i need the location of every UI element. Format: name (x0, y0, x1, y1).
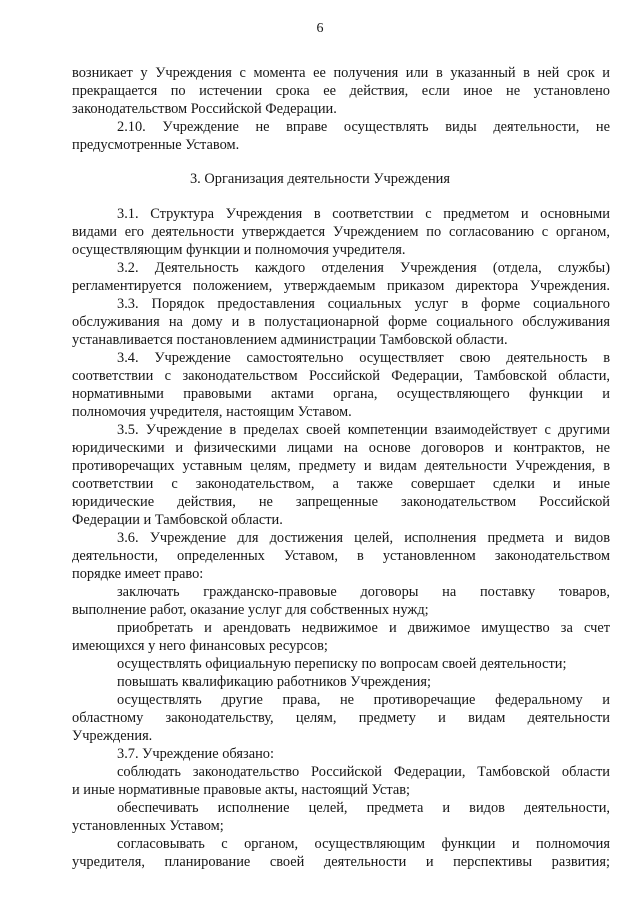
text-line: 3.4. Учреждение самостоятельно осуществляет свою деятельность в (117, 350, 610, 366)
text-line: Федерации и Тамбовской области. (72, 512, 283, 528)
text-line: заключать гражданско-правовые договоры на поставку товаров, (117, 584, 610, 600)
text-line: 3.2. Деятельность каждого отделения Учреждения (отдела, службы) (117, 260, 610, 276)
text-line: юридические действия, не запрещенные законодательством Российской (72, 494, 610, 510)
text-line: учредителя, планирование своей деятельности и перспективы развития; (72, 854, 610, 870)
text-line: осуществлять другие права, не противоречащие федеральному и (117, 692, 610, 708)
text-line: областному законодательству, целям, предмету и видам деятельности (72, 710, 610, 726)
text-line: имеющихся у него финансовых ресурсов; (72, 638, 328, 654)
text-line: предусмотренные Уставом. (72, 137, 240, 153)
text-line: выполнение работ, оказание услуг для собственных нужд; (72, 602, 429, 618)
text-line: соответствии с законодательством, а также совершает сделки и иные (72, 476, 610, 492)
text-line: установленных Уставом; (72, 818, 224, 834)
text-line: соответствии с законодательством Российской Федерации, Тамбовской области, (72, 368, 610, 384)
text-line: осуществлять официальную переписку по вопросам своей деятельности; (117, 656, 567, 672)
text-line: осуществляющим функции и полномочия учредителя. (72, 242, 406, 258)
text-line: порядке имеет право: (72, 566, 204, 582)
text-line: согласовывать с органом, осуществляющим функции и полномочия (117, 836, 610, 852)
text-line: 3.7. Учреждение обязано: (117, 746, 274, 762)
text-line: юридическими и физическими лицами на основе договоров и контрактов, не (72, 440, 610, 456)
text-line: деятельности, определенных Уставом, в установленном законодательством (72, 548, 610, 564)
text-line: устанавливается постановлением администрации Тамбовской области. (72, 332, 508, 348)
text-line: видами его деятельности утверждается Учреждением по согласованию с органом, (72, 224, 610, 240)
text-line: Учреждения. (72, 728, 153, 744)
text-line: 3.5. Учреждение в пределах своей компетенции взаимодействует с другими (117, 422, 610, 438)
text-line: 3.3. Порядок предоставления социальных услуг в форме социального (117, 296, 610, 312)
text-line: полномочия учредителя, настоящим Уставом. (72, 404, 352, 420)
text-line: обеспечивать исполнение целей, предмета и видов деятельности, (117, 800, 610, 816)
text-line: 3.1. Структура Учреждения в соответствии с предметом и основными (117, 206, 610, 222)
text-line: приобретать и арендовать недвижимое и движимое имущество за счет (117, 620, 610, 636)
text-line: нормативными правовыми актами органа, осуществляющего функции и (72, 386, 610, 402)
text-line: возникает у Учреждения с момента ее получения или в указанный в ней срок и (72, 65, 610, 81)
text-line: 2.10. Учреждение не вправе осуществлять виды деятельности, не (117, 119, 610, 135)
text-line: и иные нормативные правовые акты, настоящий Устав; (72, 782, 411, 798)
text-line: 3.6. Учреждение для достижения целей, исполнения предмета и видов (117, 530, 610, 546)
text-line: обслуживания на дому и в полустационарной форме социального обслуживания (72, 314, 610, 330)
text-line: соблюдать законодательство Российской Федерации, Тамбовской области (117, 764, 610, 780)
section-heading: 3. Организация деятельности Учреждения (189, 171, 451, 187)
text-line: повышать квалификацию работников Учреждения; (117, 674, 431, 690)
text-line: законодательством Российской Федерации. (72, 101, 337, 117)
text-line: прекращается по истечении срока ее действия, если иное не установлено (72, 83, 610, 99)
text-line: регламентируется положением, утверждаемым приказом директора Учреждения. (72, 278, 610, 294)
text-line: противоречащих уставным целям, предмету и видам деятельности Учреждения, в (72, 458, 610, 474)
page-number: 6 (316, 21, 324, 36)
